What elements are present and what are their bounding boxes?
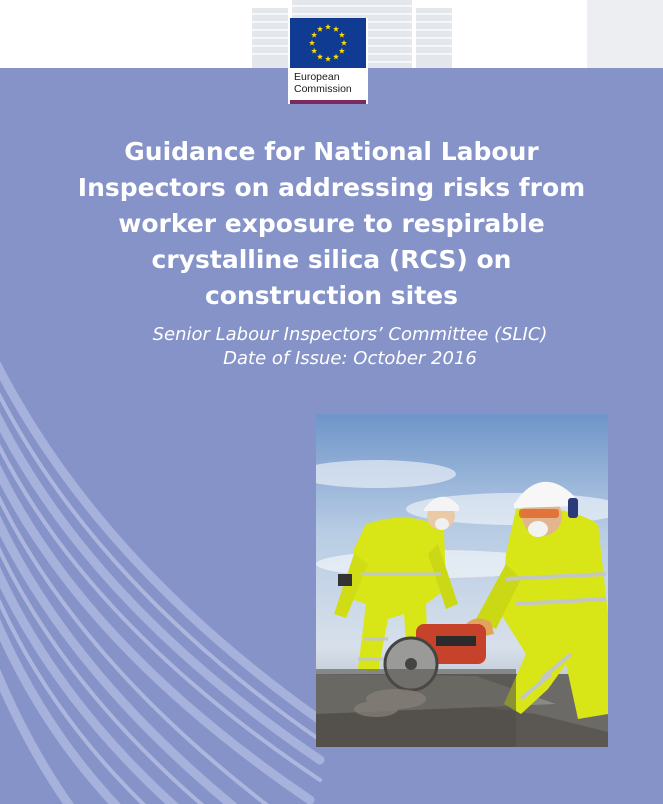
document-title	[20, 134, 643, 314]
committee-name: Senior Labour Inspectors’ Committee (SLIC)	[152, 324, 548, 345]
european-commission-logo	[288, 18, 368, 104]
publisher-line2: Commission	[294, 83, 352, 95]
title-line-3: worker exposure to respirable	[118, 209, 545, 238]
document-subtitle	[60, 323, 640, 371]
eu-flag-icon	[290, 18, 366, 68]
issue-date: Date of Issue: October 2016	[223, 348, 477, 369]
publisher-name	[294, 71, 366, 95]
title-line-1: Guidance for National Labour	[124, 137, 539, 166]
header-side-panel	[587, 0, 663, 68]
title-line-2: Inspectors on addressing risks from	[77, 173, 586, 202]
cover-photo	[316, 414, 608, 747]
title-line-5: construction sites	[204, 281, 458, 310]
publisher-line1: European	[294, 71, 340, 83]
title-line-4: crystalline silica (RCS) on	[151, 245, 512, 274]
logo-accent-bar	[290, 100, 366, 104]
